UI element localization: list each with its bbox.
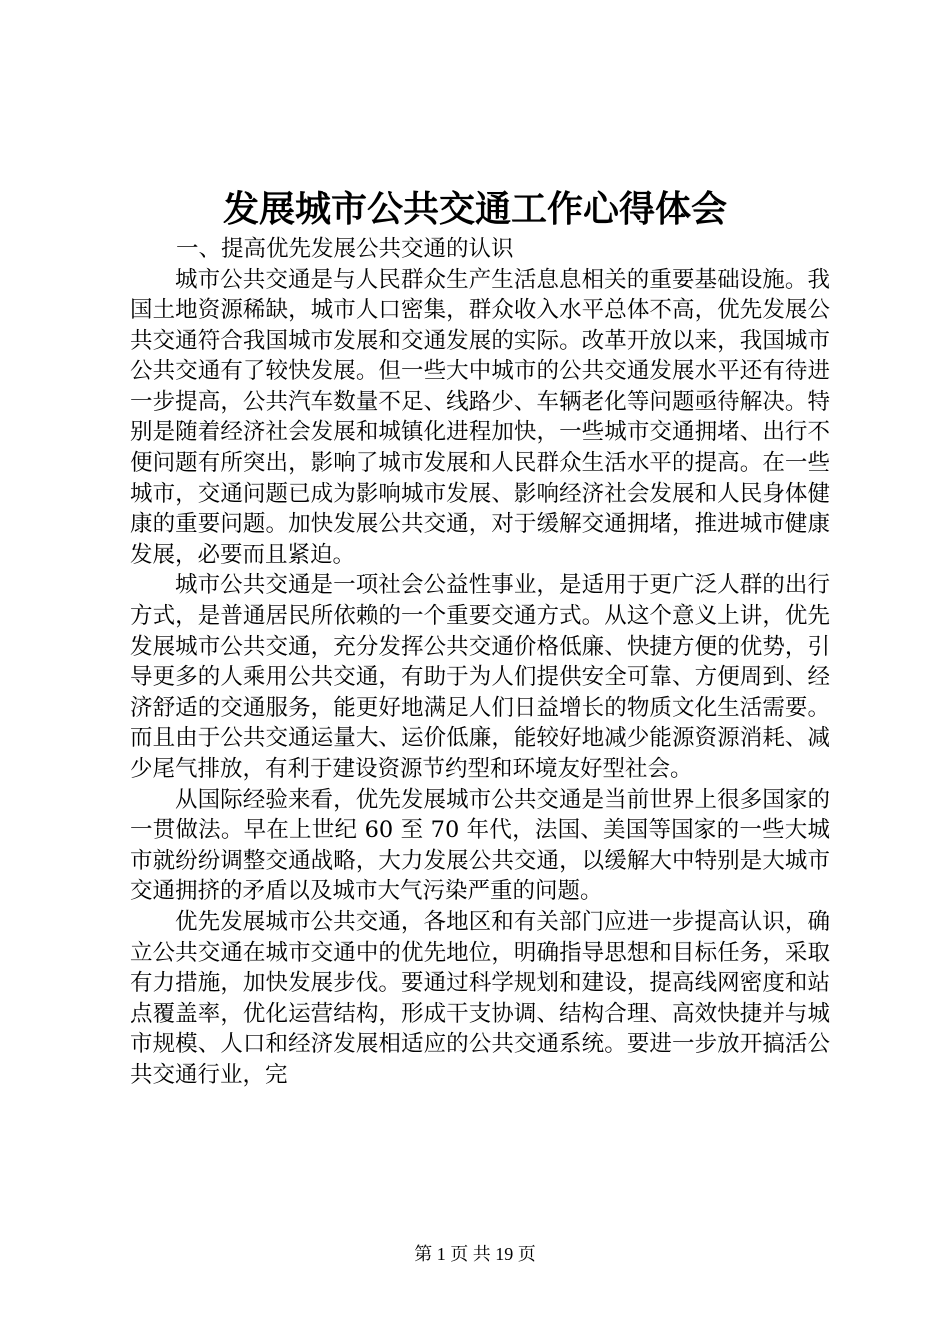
document-body (130, 234, 830, 1091)
page-number-footer: 第 1 页 共 19 页 (414, 1244, 536, 1264)
paragraph-2: 城市公共交通是一项社会公益性事业，是适用于更广泛人群的出行方式，是普通居民所依赖的一个重要交通方式。从这个意义上讲，优先发展城市公共交通，充分发挥公共交通价格低廉、快捷方便的优势，引导更多的人乘用公共交通，有助于为人们提供安全可靠、方便周到、经济舒适的交通服务，能更好地满足人们日益增长的物质文化生活需要。而且由于公共交通运量大、运价低廉，能较好地减少能源资源消耗、减少尾气排放，有利于建设资源节约型和环境友好型社会。 (130, 572, 830, 782)
paragraph-1: 城市公共交通是与人民群众生产生活息息相关的重要基础设施。我国土地资源稀缺，城市人口密集，群众收入水平总体不高，优先发展公共交通符合我国城市发展和交通发展的实际。改革开放以来，我国城市公共交通有了较快发展。但一些大中城市的公共交通发展水平还有待进一步提高，公共汽车数量不足、线路少、车辆老化等问题亟待解决。特别是随着经济社会发展和城镇化进程加快，一些城市交通拥堵、出行不便问题有所突出，影响了城市发展和人民群众生活水平的提高。在一些城市，交通问题已成为影响城市发展、影响经济社会发展和人民身体健康的重要问题。加快发展公共交通，对于缓解交通拥堵，推进城市健康发展，必要而且紧迫。 (130, 266, 830, 568)
paragraph-3: 从国际经验来看，优先发展城市公共交通是当前世界上很多国家的一贯做法。早在上世纪 60 至 70 年代，法国、美国等国家的一些大城市就纷纷调整交通战略，大力发展公共交通，以缓解大中特别是大城市交通拥挤的矛盾以及城市大气污染严重的问题。 (130, 786, 830, 905)
section-heading: 一、提高优先发展公共交通的认识 (176, 236, 514, 262)
document-title: 发展城市公共交通工作心得体会 (222, 188, 727, 230)
paragraph-4: 优先发展城市公共交通，各地区和有关部门应进一步提高认识，确立公共交通在城市交通中的优先地位，明确指导思想和目标任务，采取有力措施，加快发展步伐。要通过科学规划和建设，提高线网密度和站点覆盖率，优化运营结构，形成干支协调、结构合理、高效快捷并与城市规模、人口和经济发展相适应的公共交通系统。要进一步放开搞活公共交通行业，完 (130, 908, 830, 1088)
